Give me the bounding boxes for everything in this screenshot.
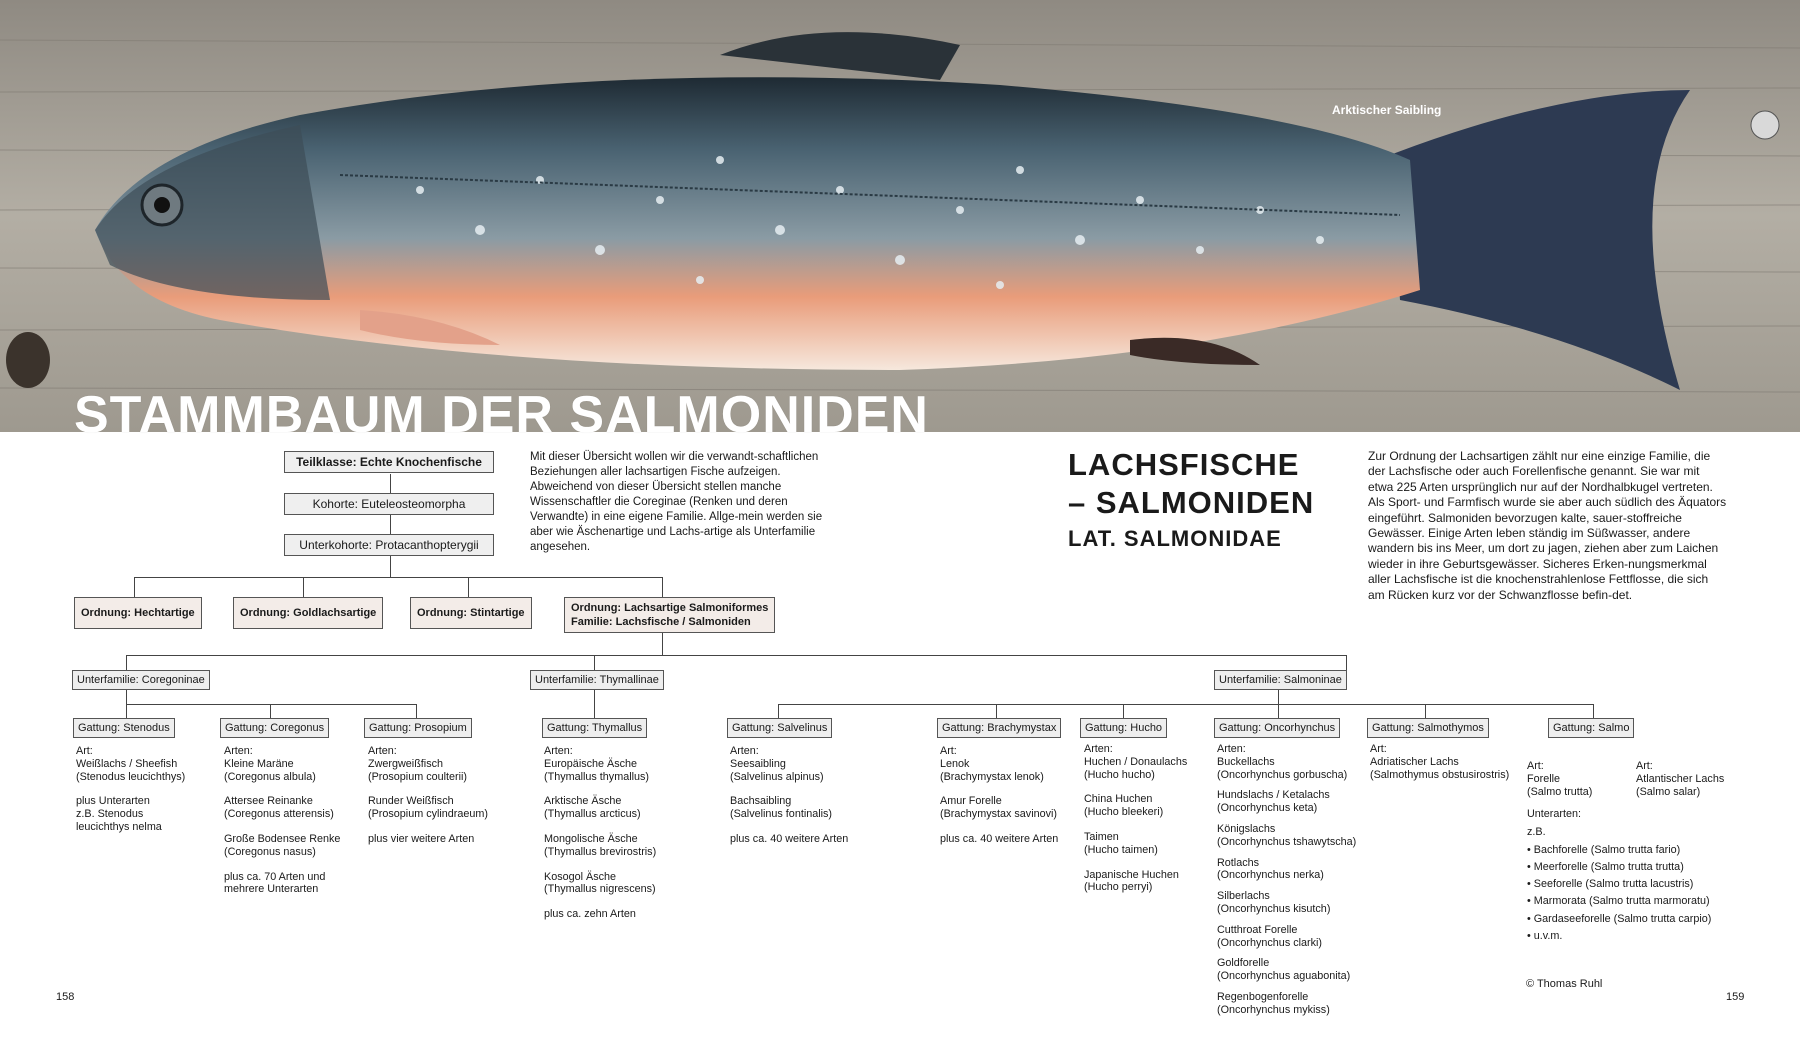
ordnung-hechtartige: Ordnung: Hechtartige [74, 597, 202, 629]
species-latin: (Coregonus nasus) [224, 845, 316, 858]
species-name: Große Bodensee Renke [224, 832, 341, 845]
gattung-salmo: Gattung: Salmo [1548, 718, 1634, 738]
species-head: Art: [1636, 760, 1653, 772]
gattung-salmothymos: Gattung: Salmothymos [1367, 718, 1489, 738]
species-latin: (Salmo salar) [1636, 785, 1701, 798]
species-latin: (Oncorhynchus tshawytscha) [1217, 835, 1357, 848]
tree-connector [416, 704, 417, 718]
species-coregonus [224, 745, 340, 908]
species-latin: (Salvelinus alpinus) [730, 770, 824, 783]
tree-connector [126, 704, 127, 718]
gattung-hucho: Gattung: Hucho [1080, 718, 1167, 738]
unterkohorte-box: Unterkohorte: Protacanthopterygii [284, 534, 494, 556]
species-latin: (Coregonus albula) [224, 770, 316, 783]
species-note: plus ca. zehn Arten [544, 908, 636, 921]
tree-connector [468, 577, 469, 597]
species-head: Arten: [224, 745, 253, 757]
species-name: Seesaibling [730, 757, 786, 770]
tree-connector [1425, 704, 1426, 718]
species-note: leucichthys nelma [76, 820, 162, 833]
kohorte-box: Kohorte: Euteleosteomorpha [284, 493, 494, 515]
species-latin: (Salvelinus fontinalis) [730, 808, 833, 821]
species-latin: (Coregonus atterensis) [224, 808, 334, 821]
species-note: plus ca. 70 Arten und [224, 870, 326, 883]
species-name: Bachsaibling [730, 795, 792, 808]
species-name: Amur Forelle [940, 795, 1002, 808]
species-name: Goldforelle [1217, 957, 1270, 970]
tree-connector [303, 577, 304, 597]
species-name: Europäische Äsche [544, 757, 638, 770]
species-hucho [1084, 743, 1187, 906]
species-latin: (Hucho perryi) [1084, 881, 1153, 894]
tree-connector [996, 704, 997, 718]
ordnung-lachsartige-line2: Familie: Lachsfische / Salmoniden [571, 616, 751, 628]
tree-connector [126, 689, 127, 704]
species-name: Kosogol Äsche [544, 870, 617, 883]
species-latin: (Thymallus nigrescens) [544, 883, 656, 896]
tree-connector [1346, 655, 1347, 670]
species-name: Adriatischer Lachs [1370, 755, 1459, 768]
tree-connector [134, 577, 662, 578]
gattung-stenodus: Gattung: Stenodus [73, 718, 175, 738]
species-head: Arten: [544, 745, 573, 757]
species-note: z.B. Stenodus [76, 808, 144, 821]
tree-connector [390, 556, 391, 577]
species-latin: (Prosopium coulterii) [368, 770, 468, 783]
tree-connector [126, 655, 1346, 656]
species-name: Hundslachs / Ketalachs [1217, 789, 1330, 802]
unterart-item: • Meerforelle (Salmo trutta trutta) [1527, 860, 1684, 873]
species-note: plus Unterarten [76, 795, 150, 808]
species-head: Arten: [1217, 743, 1246, 755]
species-latin: (Salmo trutta) [1527, 785, 1593, 798]
gattung-prosopium: Gattung: Prosopium [364, 718, 472, 738]
species-name: Weißlachs / Sheefish [76, 757, 178, 770]
species-name: Silberlachs [1217, 890, 1270, 903]
arctic-char-image [0, 0, 1800, 432]
species-head: Art: [1370, 743, 1387, 755]
species-name: Kleine Maräne [224, 757, 294, 770]
unterart-item: • Gardaseeforelle (Salmo trutta carpio) [1527, 912, 1712, 925]
gattung-brachymystax: Gattung: Brachymystax [937, 718, 1061, 738]
species-latin: (Oncorhynchus gorbuscha) [1217, 768, 1348, 781]
species-note: mehrere Unterarten [224, 883, 319, 896]
species-latin: (Oncorhynchus aguabonita) [1217, 970, 1351, 983]
species-latin: (Oncorhynchus keta) [1217, 802, 1318, 815]
tree-connector [594, 655, 595, 670]
species-latin: (Hucho taimen) [1084, 843, 1158, 856]
species-note: plus vier weitere Arten [368, 832, 475, 845]
section-heading [1068, 446, 1314, 554]
species-name: Königslachs [1217, 822, 1276, 835]
species-salmo-lachs [1636, 760, 1724, 798]
tree-connector [778, 704, 1593, 705]
species-name: Forelle [1527, 772, 1561, 785]
species-name: Atlantischer Lachs [1636, 772, 1725, 785]
species-salmo-forelle [1527, 760, 1592, 798]
species-name: Attersee Reinanke [224, 795, 313, 808]
species-latin: (Salmothymus obstusirostris) [1370, 768, 1510, 781]
species-latin: (Prosopium cylindraeum) [368, 808, 489, 821]
page-number-right: 159 [1726, 991, 1745, 1003]
species-name: Lenok [940, 757, 970, 770]
species-latin: (Oncorhynchus kisutch) [1217, 902, 1331, 915]
unterart-item: • Bachforelle (Salmo trutta fario) [1527, 843, 1681, 856]
species-head: Arten: [1084, 743, 1113, 755]
species-latin: (Hucho bleekeri) [1084, 806, 1164, 819]
teilklasse-box: Teilklasse: Echte Knochenfische [284, 451, 494, 473]
species-stenodus [76, 745, 185, 846]
tree-connector [126, 655, 127, 670]
heading-line3: LAT. SALMONIDAE [1068, 526, 1282, 551]
species-head: Art: [1527, 760, 1544, 772]
species-oncorhynchus [1217, 743, 1356, 1025]
unterart-item: • Marmorata (Salmo trutta marmoratu) [1527, 895, 1710, 908]
tree-connector [662, 630, 663, 655]
species-name: Runder Weißfisch [368, 795, 454, 808]
fish-photo [0, 0, 1800, 432]
species-thymallus [544, 745, 656, 933]
species-note: plus ca. 40 weitere Arten [940, 832, 1059, 845]
unterfamilie-coregoninae: Unterfamilie: Coregoninae [72, 670, 210, 690]
unterart-item: • Seeforelle (Salmo trutta lacustris) [1527, 878, 1694, 891]
ordnung-goldlachsartige: Ordnung: Goldlachsartige [233, 597, 383, 629]
species-brachymystax [940, 745, 1058, 858]
species-latin: (Hucho hucho) [1084, 768, 1155, 781]
heading-line2: – SALMONIDEN [1068, 485, 1315, 520]
unterfamilie-thymallinae: Unterfamilie: Thymallinae [530, 670, 664, 690]
tree-connector [662, 577, 663, 599]
tree-connector [134, 577, 135, 597]
intro-text: Mit dieser Übersicht wollen wir die verwandt-schaftlichen Beziehungen aller lachsartigen Fische aufzeigen. Abweichend von dieser Übersicht stellen manche Wissenschaftler die Coreginae (Renken und deren Verwandte) in eine eigene Familie. Allge-mein werden sie aber wie Äschenartige und Lachs-artige als Unterfamilie angesehen. [530, 451, 823, 553]
tree-connector [126, 704, 416, 705]
species-name: Japanische Huchen [1084, 868, 1179, 881]
page-number-left: 158 [56, 991, 75, 1003]
ordnung-stintartige: Ordnung: Stintartige [410, 597, 532, 629]
unterart-item: • u.v.m. [1527, 930, 1563, 943]
tree-connector [1593, 704, 1594, 718]
species-latin: (Thymallus thymallus) [544, 770, 649, 783]
tree-connector [270, 704, 271, 718]
species-head: Arten: [368, 745, 397, 757]
species-latin: (Oncorhynchus nerka) [1217, 869, 1324, 882]
species-latin: (Oncorhynchus clarki) [1217, 936, 1323, 949]
species-name: Mongolische Äsche [544, 832, 638, 845]
tree-connector [390, 514, 391, 534]
species-name: Regenbogenforelle [1217, 990, 1309, 1003]
species-head: Art: [940, 745, 957, 757]
species-latin: (Brachymystax savinovi) [940, 808, 1057, 821]
species-name: China Huchen [1084, 793, 1153, 806]
tree-connector [1123, 704, 1124, 718]
species-salvelinus [730, 745, 848, 858]
species-name: Huchen / Donaulachs [1084, 755, 1188, 768]
gattung-salvelinus: Gattung: Salvelinus [727, 718, 832, 738]
species-head: Arten: [730, 745, 759, 757]
tree-connector [1278, 704, 1279, 718]
species-prosopium [368, 745, 488, 858]
photo-credit: © Thomas Ruhl [1526, 978, 1603, 990]
gattung-coregonus: Gattung: Coregonus [220, 718, 329, 738]
species-name: Rotlachs [1217, 856, 1260, 869]
species-latin: (Brachymystax lenok) [940, 770, 1044, 783]
species-name: Zwergweißfisch [368, 757, 443, 770]
species-head: Art: [76, 745, 93, 757]
species-name: Taimen [1084, 830, 1119, 843]
species-salmothymos [1370, 743, 1509, 793]
heading-line1: LACHSFISCHE [1068, 447, 1300, 482]
family-description: Zur Ordnung der Lachsartigen zählt nur eine einzige Familie, die der Lachsfische oder auch Forellenfische genannt. Sie war mit etwa 225 Arten ursprünglich nur auf der Nordhalbkugel vertreten. Als Sport- und Farmfisch wurde sie aber auch südlich des Äquators eingeführt. Salmoniden bevorzugen kalte, sauer-stoffreiche Gewässer. Einige Arten leben ständig im Süßwasser, andere wandern bis ins Meer, um dort zu jagen, ziehen aber zum Laichen wieder in ihre Geburtsgewässer. Sicheres Erken-nungsmerkmal aller Lachsfische ist die knochenstrahlenlose Fettflosse, die sich am Rücken kurz vor der Schwanzflosse befin-det. [1368, 449, 1727, 602]
zb-label: z.B. [1527, 825, 1546, 838]
salmo-unterarten [1527, 808, 1711, 947]
species-name: Arktische Äsche [544, 795, 622, 808]
gattung-oncorhynchus: Gattung: Oncorhynchus [1214, 718, 1340, 738]
species-name: Buckellachs [1217, 755, 1275, 768]
gattung-thymallus: Gattung: Thymallus [542, 718, 647, 738]
unterfamilie-salmoninae: Unterfamilie: Salmoninae [1214, 670, 1347, 690]
species-name: Cutthroat Forelle [1217, 923, 1298, 936]
unterarten-label: Unterarten: [1527, 808, 1582, 820]
tree-connector [594, 689, 595, 718]
tree-connector [1278, 689, 1279, 704]
species-latin: (Thymallus arcticus) [544, 808, 641, 821]
species-latin: (Oncorhynchus mykiss) [1217, 1003, 1330, 1016]
species-latin: (Stenodus leucichthys) [76, 770, 186, 783]
page-title: STAMMBAUM DER SALMONIDEN [74, 386, 929, 444]
ordnung-lachsartige-line1: Ordnung: Lachsartige Salmoniformes [571, 602, 769, 614]
ordnung-lachsartige [564, 597, 775, 633]
species-note: plus ca. 40 weitere Arten [730, 832, 849, 845]
species-latin: (Thymallus brevirostris) [544, 845, 657, 858]
tree-connector [390, 474, 391, 494]
tree-connector [778, 704, 779, 718]
photo-caption: Arktischer Saibling [1332, 103, 1442, 117]
